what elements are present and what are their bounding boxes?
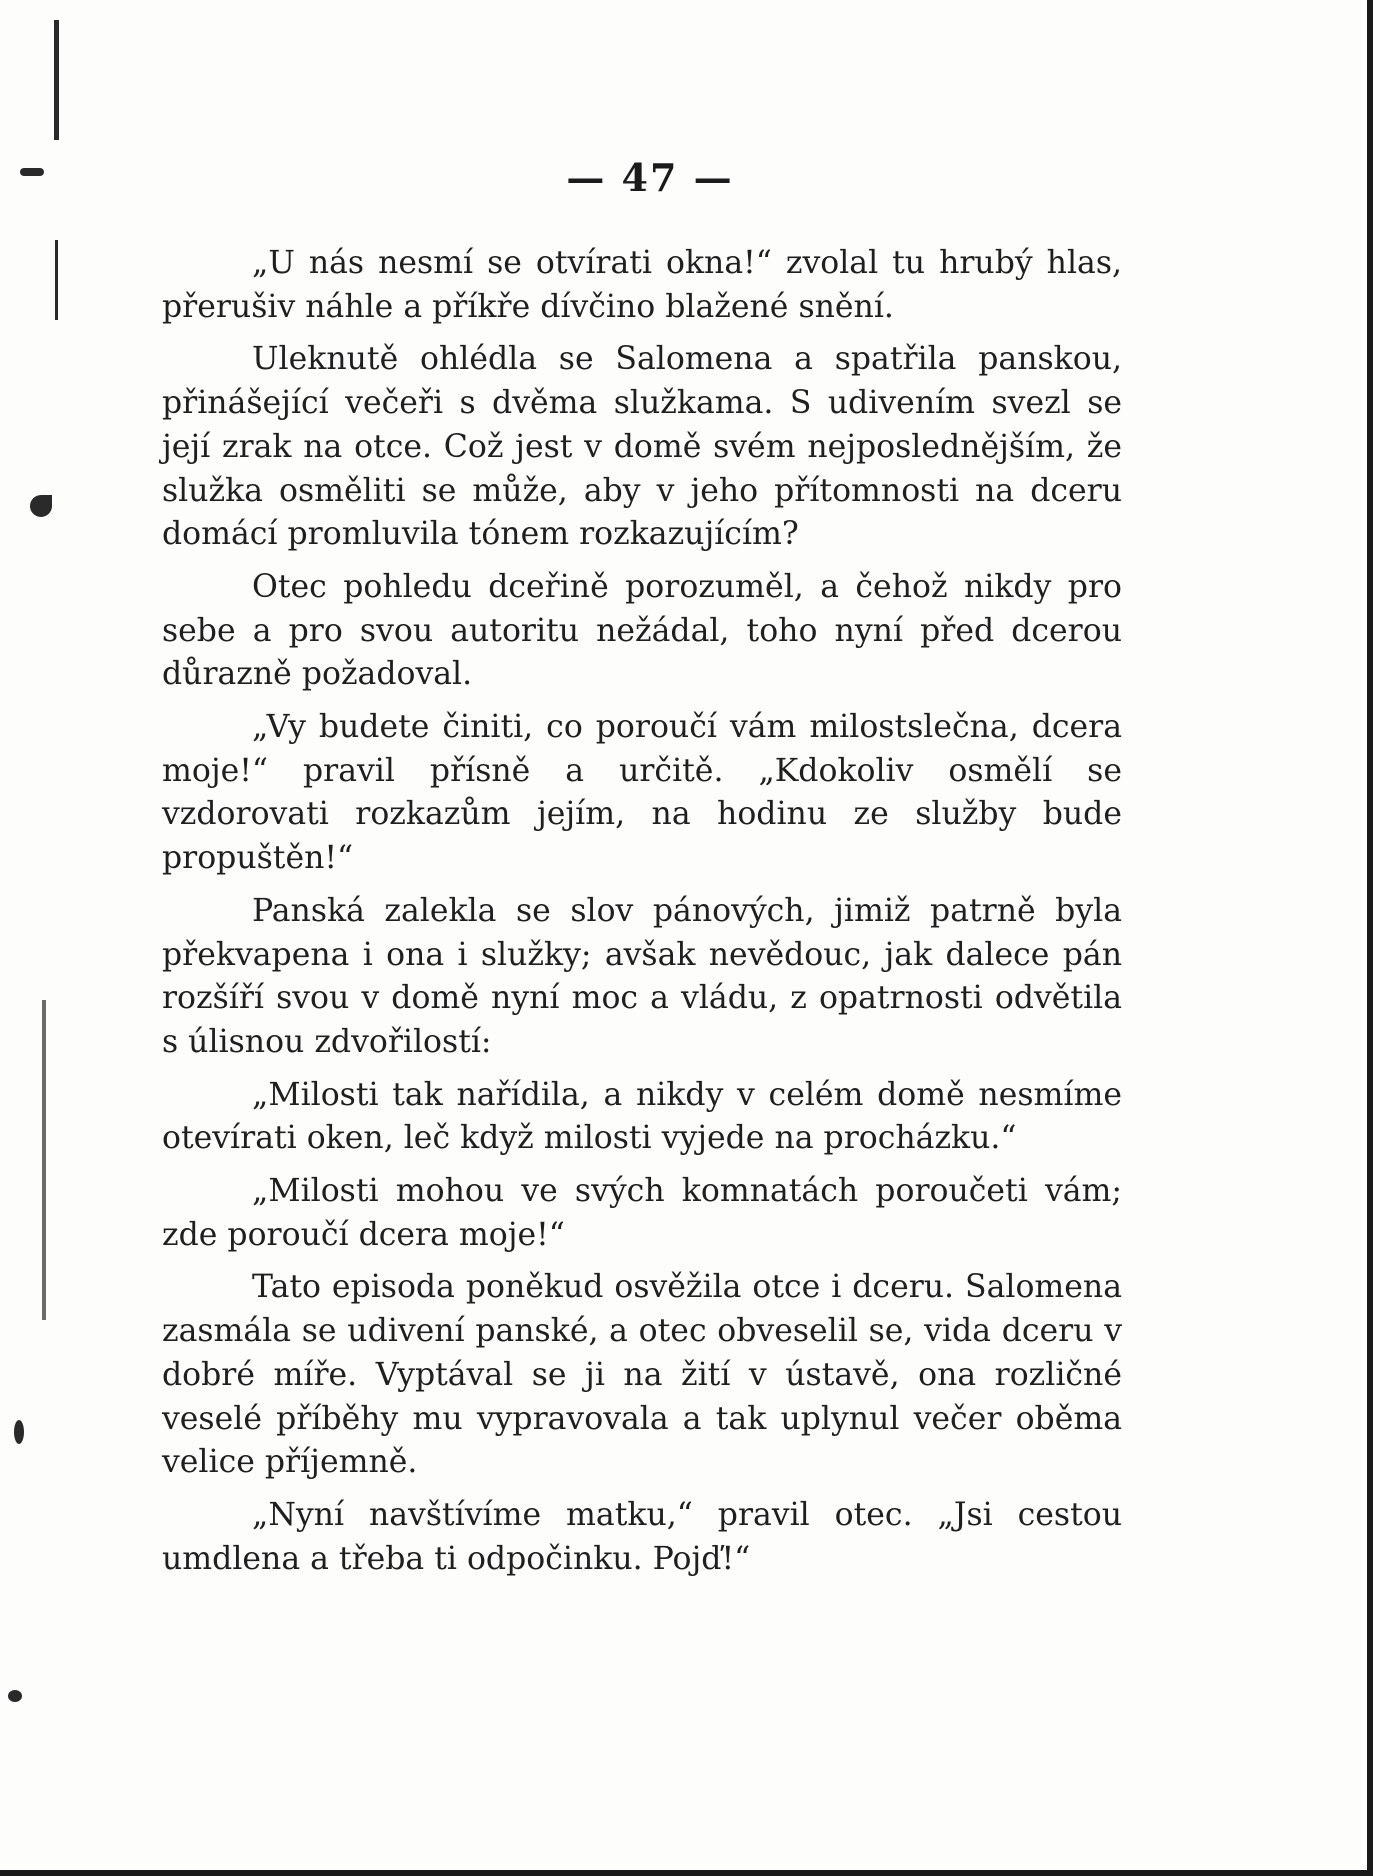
- paragraph: „Vy budete činiti, co poroučí vám milostslečna, dcera moje!“ pravil přísně a určitě. „Kdokoliv osmělí se vzdorovati rozkazům jejím, na hodinu ze služby bude propuštěn!“: [162, 709, 1122, 877]
- binding-mark: [42, 1000, 46, 1320]
- paragraph: Tato episoda poněkud osvěžila otce i dceru. Salomena zasmála se udivení panské, a otec obveselil se, vida dceru v dobré míře. Vyptával se ji na žití v ústavě, ona rozličné veselé příběhy mu vypravovala a tak uplynul večer oběma velice příjemně.: [162, 1269, 1122, 1481]
- paragraph: „U nás nesmí se otvírati okna!“ zvolal tu hrubý hlas, přerušiv náhle a příkře dívčino blažené snění.: [162, 245, 1122, 325]
- binding-mark: [30, 495, 52, 517]
- binding-mark: [55, 240, 58, 320]
- page-number: — 47 —: [566, 155, 734, 200]
- paragraph: „Nyní navštívíme matku,“ pravil otec. „Jsi cestou umdlena a třeba ti odpočinku. Pojď!“: [162, 1496, 1122, 1577]
- paragraph: Otec pohledu dceřině porozuměl, a čehož nikdy pro sebe a pro svou autoritu nežádal, toho nyní před dcerou důrazně požadoval.: [162, 568, 1122, 693]
- binding-mark: [8, 1690, 22, 1702]
- paragraph: Uleknutě ohlédla se Salomena a spatřila panskou, přinášející večeři s dvěma služkama. S udivením svezl se její zrak na otce. Což jest v domě svém nejposlednějším, že služka osměliti se může, aby v jeho přítomnosti na dceru domácí promluvila tónem rozkazujícím?: [162, 341, 1122, 553]
- paragraph: „Milosti tak nařídila, a nikdy v celém domě nesmíme otevírati oken, leč když milosti vyjede na procházku.“: [162, 1076, 1122, 1157]
- binding-mark: [54, 20, 59, 140]
- body-text: [162, 242, 1122, 1590]
- paragraph: „Milosti mohou ve svých komnatách poroučeti vám; zde poroučí dcera moje!“: [162, 1173, 1122, 1253]
- paragraph: Panská zalekla se slov pánových, jimiž patrně byla překvapena i ona i služky; avšak nevědouc, jak dalece pán rozšíří svou v domě nyní moc a vládu, z opatrnosti odvětila s úlisnou zdvořilostí:: [162, 892, 1122, 1060]
- binding-mark: [14, 1420, 24, 1444]
